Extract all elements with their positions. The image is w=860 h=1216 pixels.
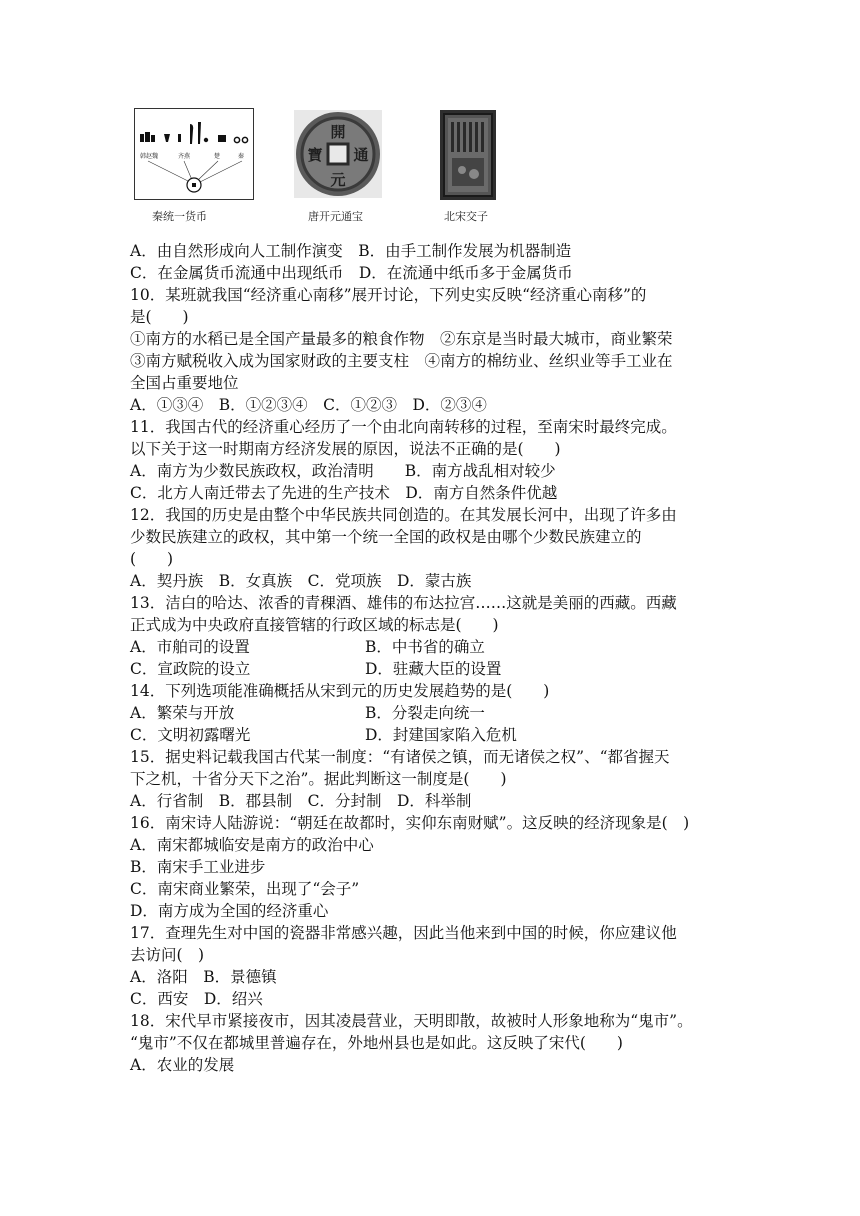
tang-coin-figure: [294, 110, 382, 198]
q12-stem-2: 少数民族建立的政权，其中第一个统一全国的政权是由哪个少数民族建立的: [130, 528, 642, 546]
qin-label-1: 韩赵魏: [140, 153, 159, 160]
coin-char-bottom: 元: [330, 171, 346, 189]
q9-options-1: A．由自然形成向人工制作演变 B．由手工制作发展为机器制造: [130, 242, 572, 260]
q11-options-1: A．南方为少数民族政权，政治清明 B．南方战乱相对较少: [130, 462, 556, 480]
q16-option-c: C．南宋商业繁荣，出现了“会子”: [130, 880, 360, 898]
q13-option-c: C．宣政院的设立: [130, 660, 251, 678]
qin-label-2: 齐燕: [178, 153, 191, 160]
q13-option-b: B．中书省的确立: [365, 638, 485, 656]
qin-coins-caption: 秦统一货币: [152, 210, 207, 223]
q10-item-1: ①南方的水稻已是全国产量最多的粮食作物 ②东京是当时最大城市，商业繁荣: [130, 330, 673, 348]
q13-stem-2: 正式成为中央政府直接管辖的行政区域的标志是( ): [130, 616, 499, 634]
q12-options: A．契丹族 B．女真族 C．党项族 D．蒙古族: [130, 572, 472, 590]
q17-stem-2: 去访问( ): [130, 946, 205, 964]
tang-coin-illustration: [294, 110, 382, 198]
q14-option-c: C．文明初露曙光: [130, 726, 251, 744]
q11-stem-2: 以下关于这一时期南方经济发展的原因，说法不正确的是( ): [130, 440, 561, 458]
q14-option-b: B．分裂走向统一: [365, 704, 485, 722]
q18-stem-2: “鬼市”不仅在都城里普遍存在，外地州县也是如此。这反映了宋代( ): [130, 1034, 623, 1052]
q11-stem-1: 11．我国古代的经济重心经历了一个由北向南转移的过程，至南宋时最终完成。: [130, 418, 677, 436]
song-jiaozi-caption: 北宋交子: [444, 210, 488, 223]
q16-option-d: D．南方成为全国的经济重心: [130, 902, 329, 920]
q14-stem: 14．下列选项能准确概括从宋到元的历史发展趋势的是( ): [130, 682, 550, 700]
q15-stem-1: 15．据史料记载我国古代某一制度：“有诸侯之镇，而无诸侯之权”、“都省握天: [130, 748, 670, 766]
jiaozi-banknote-illustration: [440, 110, 496, 200]
q9-options-2: C．在金属货币流通中出现纸币 D．在流通中纸币多于金属货币: [130, 264, 573, 282]
q16-stem: 16．南宋诗人陆游说：“朝廷在故都时，实仰东南财赋”。这反映的经济现象是( ): [130, 814, 690, 832]
q13-options-row-1: [130, 636, 730, 658]
q13-option-a: A．市舶司的设置: [130, 638, 250, 656]
q13-options-row-2: [130, 658, 730, 680]
q10-stem-1: 10．某班就我国“经济重心南移”展开讨论，下列史实反映“经济重心南移”的: [130, 286, 647, 304]
q10-options: A．①③④ B．①②③④ C．①②③ D．②③④: [130, 396, 487, 414]
question-list: [130, 240, 730, 1076]
qin-label-4: 秦: [238, 153, 245, 160]
q10-item-3: 全国占重要地位: [130, 374, 239, 392]
q18-option-a: A．农业的发展: [130, 1056, 235, 1074]
figure-row: [130, 108, 530, 226]
q17-options-2: C．西安 D．绍兴: [130, 990, 263, 1008]
q17-options-1: A．洛阳 B．景德镇: [130, 968, 277, 986]
q15-stem-2: 下之机，十省分天下之治”。据此判断这一制度是( ): [130, 770, 507, 788]
qin-coins-figure: [134, 108, 254, 200]
q14-options-row-2: [130, 724, 730, 746]
q10-item-2: ③南方赋税收入成为国家财政的主要支柱 ④南方的棉纺业、丝织业等手工业在: [130, 352, 673, 370]
song-jiaozi-figure: [440, 110, 496, 200]
q12-stem-3: ( ): [130, 550, 174, 568]
q17-stem-1: 17．查理先生对中国的瓷器非常感兴趣，因此当他来到中国的时候，你应建议他: [130, 924, 677, 942]
qin-coins-illustration: [134, 108, 254, 200]
q18-stem-1: 18．宋代早市紧接夜市，因其凌晨营业，天明即散，故被时人形象地称为“鬼市”。: [130, 1012, 693, 1030]
q11-options-2: C．北方人南迁带去了先进的生产技术 D．南方自然条件优越: [130, 484, 558, 502]
tang-coin-caption: 唐开元通宝: [308, 210, 363, 223]
q14-option-d: D．封建国家陷入危机: [365, 726, 517, 744]
coin-char-right: 通: [353, 146, 369, 164]
q10-stem-2: 是( ): [130, 308, 189, 326]
q13-option-d: D．驻藏大臣的设置: [365, 660, 502, 678]
q14-options-row-1: [130, 702, 730, 724]
coin-char-left: 寶: [307, 146, 323, 164]
q16-option-a: A．南宋都城临安是南方的政治中心: [130, 836, 374, 854]
coin-char-top: 開: [330, 123, 346, 141]
q16-option-b: B．南宋手工业进步: [130, 858, 266, 876]
q13-stem-1: 13．洁白的哈达、浓香的青稞酒、雄伟的布达拉宫……这就是美丽的西藏。西藏: [130, 594, 677, 612]
q15-options: A．行省制 B．郡县制 C．分封制 D．科举制: [130, 792, 472, 810]
qin-label-3: 楚: [214, 153, 221, 160]
q12-stem-1: 12．我国的历史是由整个中华民族共同创造的。在其发展长河中，出现了许多由: [130, 506, 677, 524]
q14-option-a: A．繁荣与开放: [130, 704, 235, 722]
